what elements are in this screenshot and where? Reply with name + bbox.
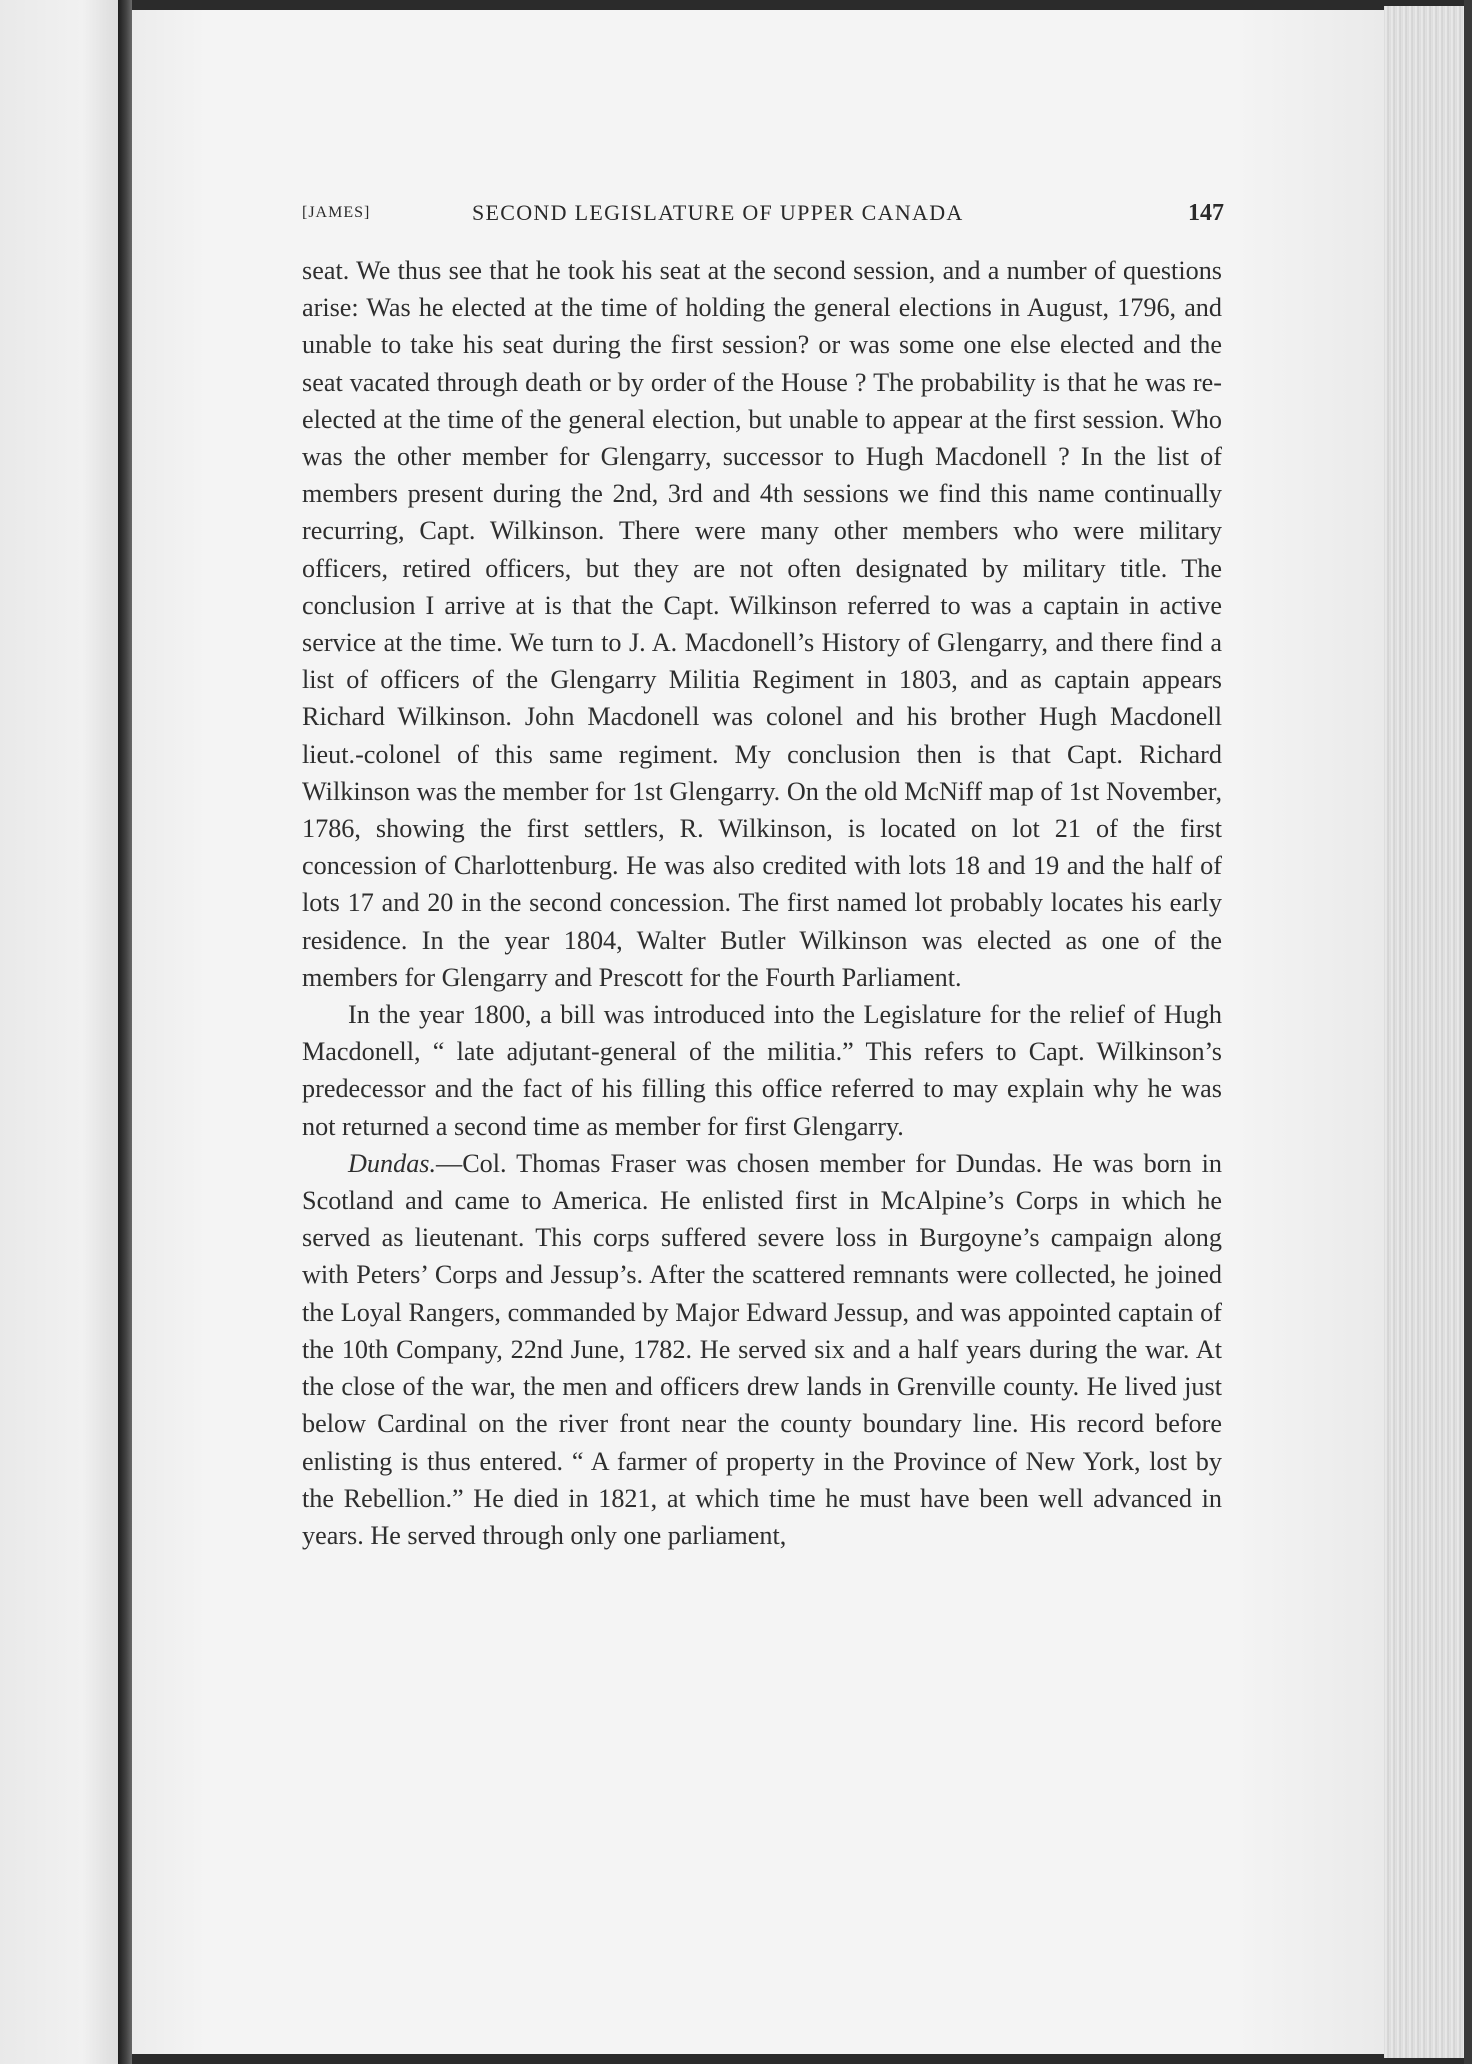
running-title: SECOND LEGISLATURE OF UPPER CANADA [472,200,964,225]
running-head [302,200,1224,234]
paragraph-2 [302,996,1222,1145]
body-text [302,252,1222,1554]
paragraph-1-text: seat. We thus see that he took his seat at the second session, and a number of questions arise: Was he elected at the time of holding the general elections in August, 1796, and unable to take his seat during the first session? or was some one else elected and the seat vacated through death or by order of the House ? The probability is that he was re-elected at the time of the general election, but unable to appear at the first session. Who was the other member for Glengarry, successor to Hugh Macdonell ? In the list of members present during the 2nd, 3rd and 4th sessions we find this name continually recurring, Capt. Wilkinson. There were many other members who were military officers, retired officers, but they are not often designated by military title. The conclusion I arrive at is that the Capt. Wilkinson referred to was a captain in active service at the time. We turn to J. A. Macdonell’s History of Glengarry, and there find a list of officers of the Glengarry Militia Regiment in 1803, and as captain appears Richard Wilkinson. John Macdonell was colonel and his brother Hugh Macdonell lieut.-colonel of this same regiment. My conclusion then is that Capt. Richard Wilkinson was the member for 1st Glengarry. On the old McNiff map of 1st November, 1786, showing the first settlers, R. Wilkinson, is located on lot 21 of the first concession of Charlottenburg. He was also credited with lots 18 and 19 and the half of lots 17 and 20 in the second concession. The first named lot probably locates his early residence. In the year 1804, Walter Butler Wilkinson was elected as one of the members for Glengarry and Prescott for the Fourth Parliament. [302,256,1222,992]
page-stack-shadow [1464,0,1472,2064]
paragraph-1 [302,252,1222,996]
paragraph-3 [302,1145,1222,1554]
section-tag: [JAMES] [302,204,371,221]
paragraph-3-text: —Col. Thomas Fraser was chosen member for Dundas. He was born in Scotland and came to America. He enlisted first in McAlpine’s Corps in which he served as lieutenant. This corps suffered severe loss in Burgoyne’s campaign along with Peters’ Corps and Jessup’s. After the scattered remnants were collected, he joined the Loyal Rangers, commanded by Major Edward Jessup, and was appointed captain of the 10th Company, 22nd June, 1782. He served six and a half years during the war. At the close of the war, the men and officers drew lands in Grenville county. He lived just below Cardinal on the river front near the county boundary line. His record before enlisting is thus entered. “ A farmer of property in the Province of New York, lost by the Rebellion.” He died in 1821, at which time he must have been well advanced in years. He served through only one parliament, [302,1148,1222,1550]
facing-page-edge [0,0,118,2064]
page-number: 147 [1188,200,1224,226]
page-stack-edges [1384,6,1464,2058]
paragraph-3-lead: Dundas. [348,1148,437,1178]
paragraph-2-text: In the year 1800, a bill was introduced into the Legislature for the relief of Hugh Macdonell, “ late adjutant-general of the militia.” This refers to Capt. Wilkinson’s predecessor and the fact of his filling this office referred to may explain why he was not returned a second time as member for first Glengarry. [302,1000,1222,1141]
book-gutter [118,0,132,2064]
